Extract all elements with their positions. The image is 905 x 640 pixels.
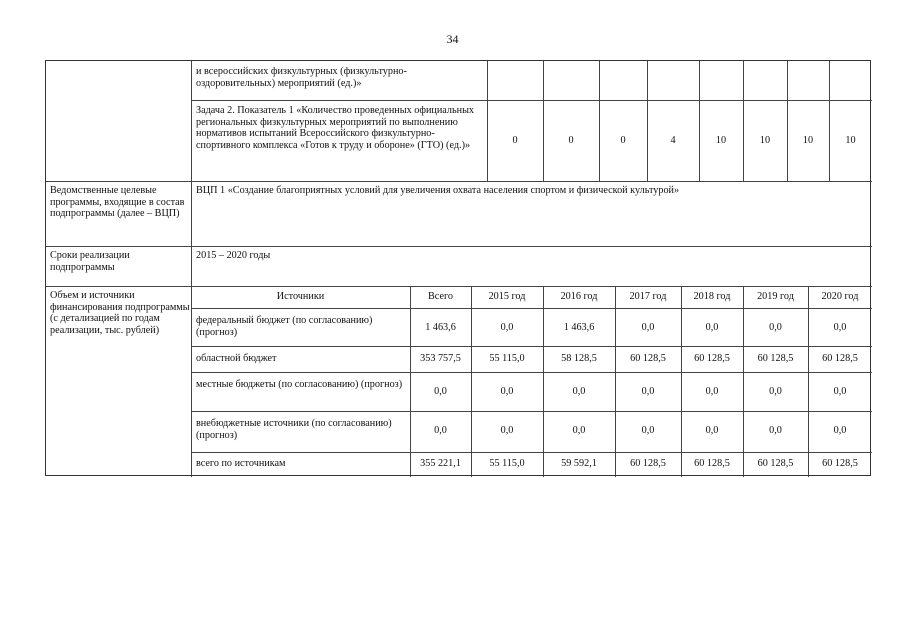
subprogram-passport-table — [45, 60, 871, 476]
table-cell: 55 115,0 — [489, 458, 525, 469]
divider — [647, 61, 648, 181]
table-cell: 1 463,6 — [563, 322, 595, 333]
table-cell: 0,0 — [705, 322, 719, 333]
table-cell: 60 128,5 — [822, 353, 858, 364]
row2-value: 0 — [512, 135, 518, 146]
table-cell: 0,0 — [434, 386, 447, 397]
divider — [191, 100, 872, 101]
header-2018: 2018 год — [693, 291, 731, 302]
table-cell: 60 128,5 — [757, 353, 794, 364]
table-cell: 59 592,1 — [561, 458, 597, 469]
table-cell: 55 115,0 — [489, 353, 525, 364]
table-cell: 60 128,5 — [630, 458, 666, 469]
period-label: Сроки реализации подпрограммы — [50, 250, 130, 273]
table-cell: 58 128,5 — [561, 353, 597, 364]
top-row2-text: Задача 2. Показатель 1 «Количество проведенных официальных региональных физкультурных мероприятий по выполнению нормативов испытаний Всероссийского физкультурно-спортивного комплекса «Готов к труду и обороне» (ГТО) (ед.)» — [196, 105, 475, 151]
divider — [743, 61, 744, 181]
divider — [471, 286, 472, 477]
row2-value: 10 — [715, 135, 727, 146]
financing-label: Объем и источники финансирования подпрограммы (с детализацией по годам реализации, тыс. рублей) — [50, 290, 190, 336]
page-number: 34 — [446, 32, 459, 46]
table-cell: 355 221,1 — [420, 458, 461, 469]
table-cell: 60 128,5 — [694, 458, 730, 469]
divider — [615, 286, 616, 477]
divider — [808, 286, 809, 477]
vcp-label: Ведомственные целевые программы, входящие в состав подпрограммы (далее – ВЦП) — [50, 185, 185, 220]
row2-value: 0 — [568, 135, 574, 146]
table-cell: 0,0 — [572, 386, 586, 397]
row2-value: 10 — [802, 135, 814, 146]
divider — [191, 346, 872, 347]
table-cell: 0,0 — [833, 386, 847, 397]
divider — [681, 286, 682, 477]
table-cell: 0,0 — [500, 322, 514, 333]
table-cell: 60 128,5 — [822, 458, 858, 469]
source-regional: областной бюджет — [196, 353, 277, 364]
row2-value: 10 — [845, 135, 856, 146]
row2-value: 10 — [759, 135, 771, 146]
divider — [829, 61, 830, 181]
divider — [699, 61, 700, 181]
table-cell: 0,0 — [769, 425, 782, 436]
table-cell: 60 128,5 — [694, 353, 730, 364]
divider — [487, 61, 488, 181]
header-2019: 2019 год — [757, 291, 794, 302]
table-cell: 0,0 — [641, 322, 655, 333]
divider — [191, 411, 872, 412]
top-row1-text: и всероссийских физкультурных (физкультурно-оздоровительных) мероприятий (ед.)» — [196, 66, 407, 89]
table-cell: 60 128,5 — [757, 458, 794, 469]
table-cell: 0,0 — [500, 425, 514, 436]
row2-value: 0 — [620, 135, 626, 146]
table-cell: 1 463,6 — [425, 322, 456, 333]
divider — [191, 372, 872, 373]
header-total: Всего — [428, 291, 453, 302]
divider — [46, 181, 872, 182]
divider — [46, 286, 872, 287]
table-cell: 0,0 — [833, 322, 847, 333]
table-cell: 0,0 — [705, 425, 719, 436]
divider — [543, 286, 544, 477]
table-cell: 0,0 — [833, 425, 847, 436]
header-sources: Источники — [276, 291, 325, 302]
header-2017: 2017 год — [629, 291, 667, 302]
table-cell: 0,0 — [641, 425, 655, 436]
divider — [743, 286, 744, 477]
source-total: всего по источникам — [196, 458, 286, 469]
table-cell: 0,0 — [641, 386, 655, 397]
source-local: местные бюджеты (по согласованию) (прогноз) — [196, 379, 403, 390]
table-cell: 0,0 — [434, 425, 447, 436]
period-value: 2015 – 2020 годы — [196, 250, 271, 261]
table-cell: 0,0 — [572, 425, 586, 436]
divider — [410, 286, 411, 477]
source-federal: федеральный бюджет (по согласованию) (прогноз) — [196, 315, 373, 338]
divider — [543, 61, 544, 181]
table-cell: 353 757,5 — [420, 353, 461, 364]
header-2016: 2016 год — [560, 291, 598, 302]
vcp-value: ВЦП 1 «Создание благоприятных условий для увеличения охвата населения спортом и физической культурой» — [196, 185, 680, 196]
divider — [46, 246, 872, 247]
source-extrabudgetary: внебюджетные источники (по согласованию) (прогноз) — [196, 418, 392, 441]
table-cell: 0,0 — [705, 386, 719, 397]
left-column-divider — [191, 61, 192, 477]
divider — [599, 61, 600, 181]
table-cell: 0,0 — [500, 386, 514, 397]
divider — [787, 61, 788, 181]
header-2015: 2015 год — [488, 291, 526, 302]
row2-value: 4 — [670, 135, 676, 146]
table-cell: 60 128,5 — [630, 353, 666, 364]
table-cell: 0,0 — [769, 386, 782, 397]
header-2020: 2020 год — [821, 291, 859, 302]
table-cell: 0,0 — [769, 322, 782, 333]
divider — [191, 308, 872, 309]
divider — [191, 452, 872, 453]
